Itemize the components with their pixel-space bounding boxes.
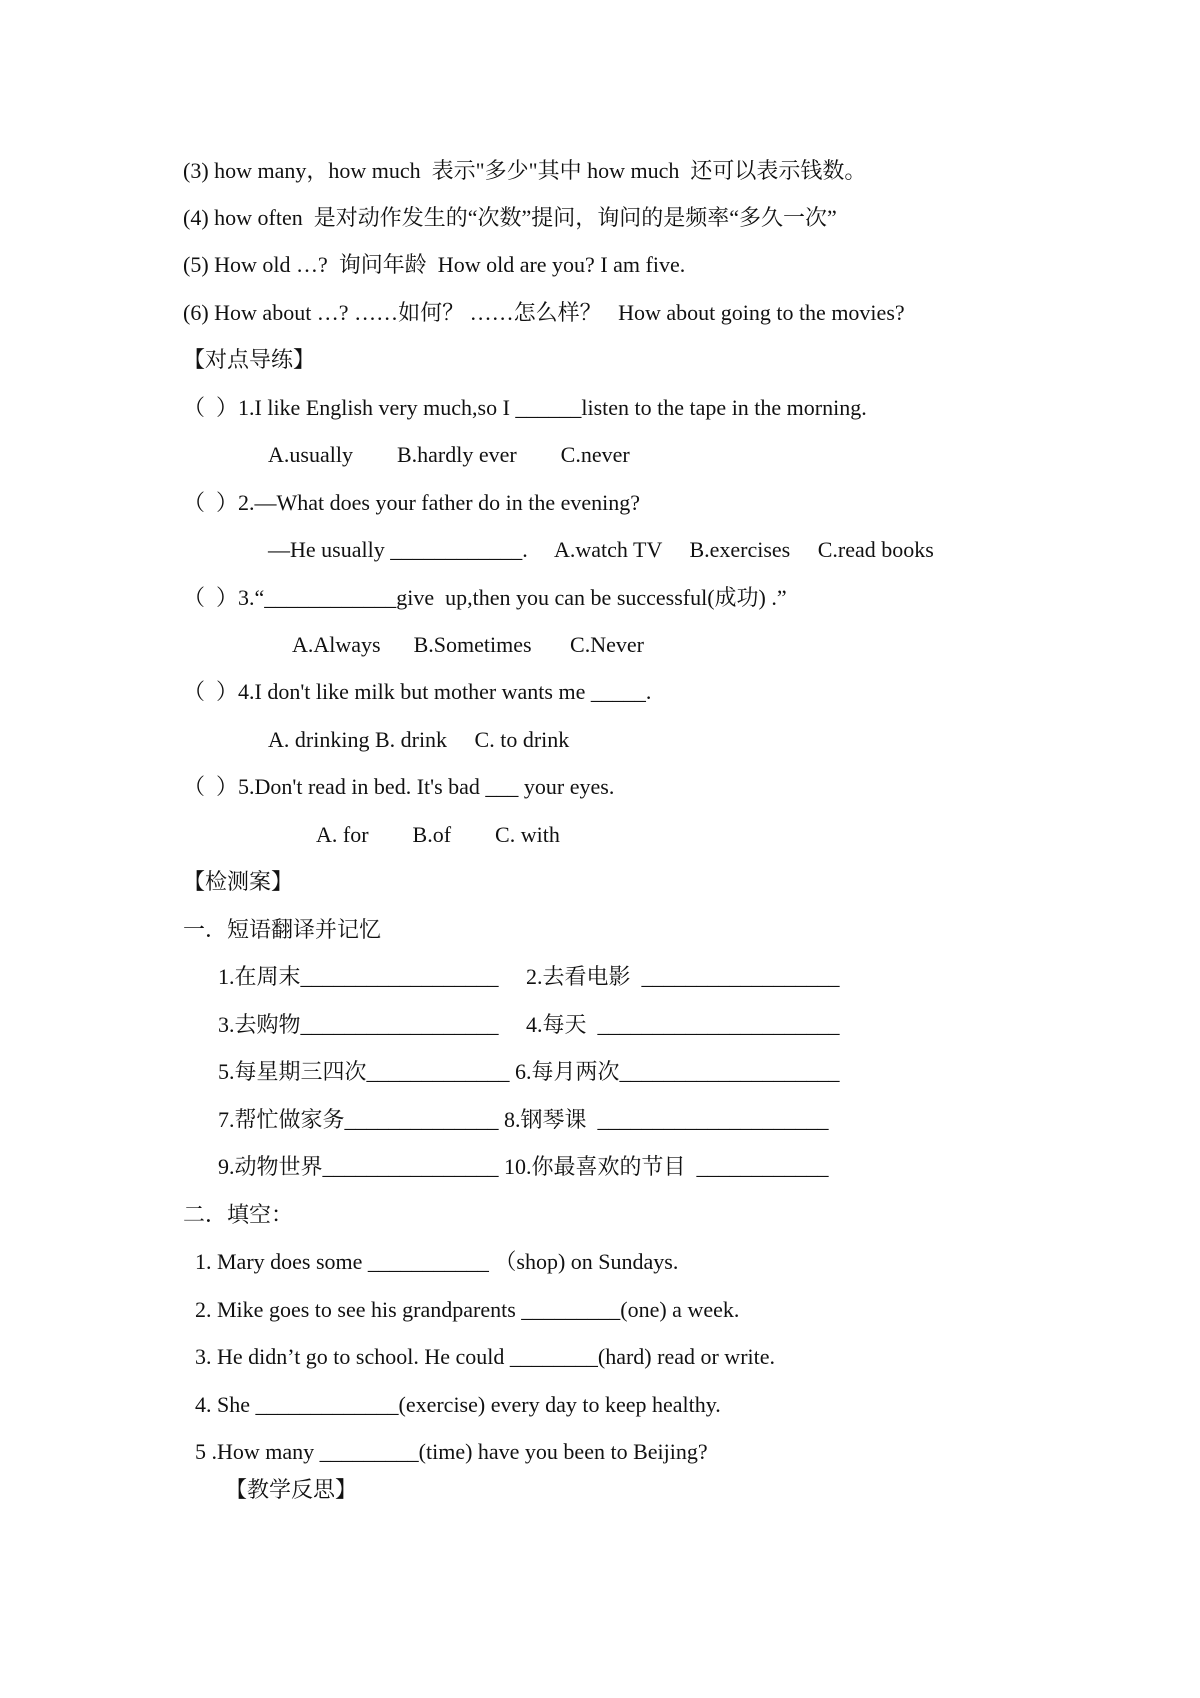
practice-question-1: （ ）1.I like English very much,so I ______listen to the tape in the morning. xyxy=(183,395,867,420)
note-how-about: (6) How about …? ……如何？ ……怎么样？ How about going to the movies? xyxy=(183,300,905,325)
practice-question-3-options: A.Always B.Sometimes C.Never xyxy=(292,632,644,657)
fill-blank-3: 3. He didn’t go to school. He could ________(hard) read or write. xyxy=(195,1344,776,1369)
practice-question-5: （ ）5.Don't read in bed. It's bad ___ your eyes. xyxy=(183,774,615,799)
section-1-title: 一．短语翻译并记忆 xyxy=(183,917,382,942)
practice-question-2-options: —He usually ____________. A.watch TV B.exercises C.read books xyxy=(268,537,934,562)
practice-question-2: （ ）2.—What does your father do in the evening? xyxy=(183,490,640,515)
practice-question-4: （ ）4.I don't like milk but mother wants me _____. xyxy=(183,679,652,704)
practice-question-4-options: A. drinking B. drink C. to drink xyxy=(268,727,570,752)
practice-question-5-options: A. for B.of C. with xyxy=(316,822,560,847)
phrase-row-3: 5.每星期三四次_____________ 6.每月两次____________________ xyxy=(218,1059,840,1084)
note-how-many-much: (3) how many，how much 表示"多少"其中 how much 还可以表示钱数。 xyxy=(183,158,867,183)
phrase-row-4: 7.帮忙做家务______________ 8.钢琴课 _____________________ xyxy=(218,1107,829,1132)
fill-blank-2: 2. Mike goes to see his grandparents _________(one) a week. xyxy=(195,1297,740,1322)
practice-question-3: （ ）3.“____________give up,then you can be successful(成功) .” xyxy=(183,585,787,610)
note-how-often: (4) how often 是对动作发生的“次数”提问，询问的是频率“多久一次” xyxy=(183,205,837,230)
practice-question-1-options: A.usually B.hardly ever C.never xyxy=(268,442,630,467)
fill-blank-1: 1. Mary does some ___________ （shop) on Sundays. xyxy=(195,1249,679,1274)
phrase-row-5: 9.动物世界________________ 10.你最喜欢的节目 ____________ xyxy=(218,1154,829,1179)
fill-blank-5: 5 .How many _________(time) have you been to Beijing? xyxy=(195,1439,708,1464)
teaching-reflection-heading: 【教学反思】 xyxy=(225,1477,358,1502)
phrase-row-1: 1.在周末__________________ 2.去看电影 __________________ xyxy=(218,964,840,989)
test-heading: 【检测案】 xyxy=(183,869,294,894)
fill-blank-4: 4. She _____________(exercise) every day to keep healthy. xyxy=(195,1392,721,1417)
note-how-old: (5) How old …? 询问年龄 How old are you? I am five. xyxy=(183,252,686,277)
practice-heading: 【对点导练】 xyxy=(183,347,316,372)
section-2-title: 二．填空： xyxy=(183,1202,294,1227)
phrase-row-2: 3.去购物__________________ 4.每天 ______________________ xyxy=(218,1012,840,1037)
